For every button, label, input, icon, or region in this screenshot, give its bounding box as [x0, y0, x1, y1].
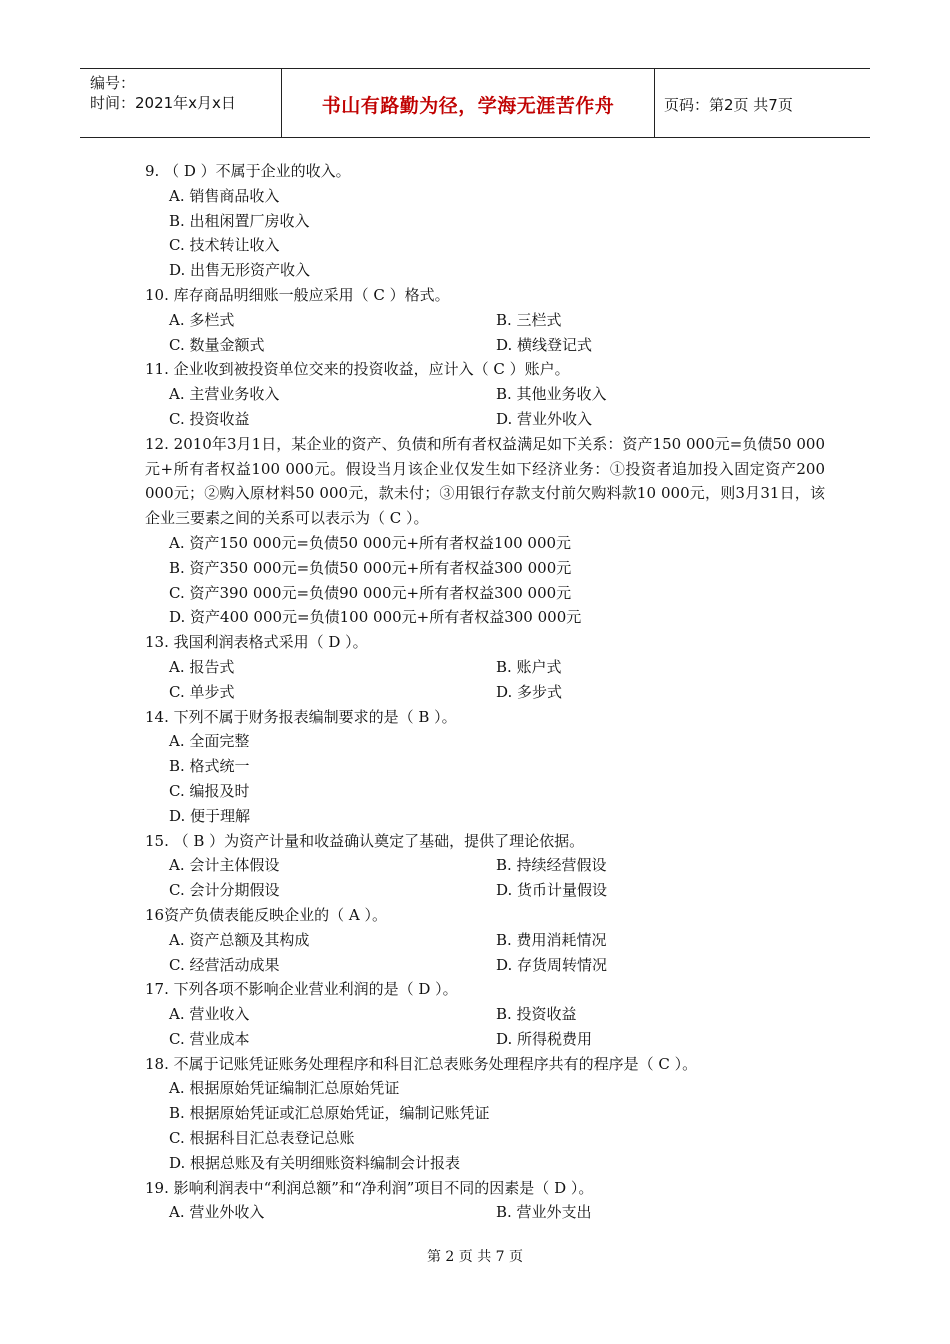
option-row	[145, 853, 825, 878]
header-divider	[654, 69, 655, 137]
question-item	[145, 283, 825, 357]
question-item	[145, 630, 825, 704]
question-item	[145, 357, 825, 431]
page-header	[80, 68, 870, 138]
option-item: B. 根据原始凭证或汇总原始凭证，编制记账凭证	[169, 1104, 490, 1123]
question-stem: 15. （ B ）为资产计量和收益确认奠定了基础，提供了理论依据。	[145, 831, 585, 850]
question-item	[145, 432, 825, 630]
option-item: A. 营业外收入	[169, 1203, 265, 1222]
header-date: 时间：2021年x月x日	[90, 94, 236, 112]
question-item	[145, 903, 825, 977]
option-item: A. 资产150 000元=负债50 000元+所有者权益100 000元	[169, 533, 572, 552]
option-item: D. 营业外收入	[496, 409, 593, 428]
option-item: D. 根据总账及有关明细账资料编制会计报表	[169, 1153, 461, 1172]
question-list	[145, 159, 825, 1225]
option-row	[145, 1200, 825, 1225]
option-item: C. 营业成本	[169, 1029, 250, 1048]
option-row	[145, 680, 825, 705]
option-item: D. 货币计量假设	[496, 881, 608, 900]
option-item: B. 其他业务收入	[496, 385, 607, 404]
question-item	[145, 705, 825, 829]
question-item	[145, 977, 825, 1051]
option-item: A. 全面完整	[169, 732, 250, 751]
question-stem: 17. 下列各项不影响企业营业利润的是（ D ）。	[145, 980, 458, 999]
question-stem: 13. 我国利润表格式采用（ D ）。	[145, 633, 368, 652]
option-item: C. 编报及时	[169, 781, 250, 800]
option-item: A. 主营业务收入	[169, 385, 280, 404]
question-stem: 16资产负债表能反映企业的（ A ）。	[145, 905, 387, 924]
option-item: D. 所得税费用	[496, 1029, 593, 1048]
option-item: B. 资产350 000元=负债50 000元+所有者权益300 000元	[169, 558, 572, 577]
option-item: C. 根据科目汇总表登记总账	[169, 1129, 355, 1148]
option-item: B. 投资收益	[496, 1005, 577, 1024]
question-stem: 19. 影响利润表中“利润总额”和“净利润”项目不同的因素是（ D ）。	[145, 1178, 594, 1197]
option-row	[145, 928, 825, 953]
question-stem: 9. （ D ）不属于企业的收入。	[145, 162, 351, 180]
option-row	[145, 878, 825, 903]
option-item: C. 数量金额式	[169, 335, 265, 354]
page-footer: 第 2 页 共 7 页	[426, 1249, 524, 1265]
option-item: A. 报告式	[169, 657, 235, 676]
header-meta	[90, 73, 236, 113]
option-row	[145, 655, 825, 680]
option-item: D. 存货周转情况	[496, 955, 608, 974]
question-stem: 10. 库存商品明细账一般应采用（ C ）格式。	[145, 285, 450, 304]
option-item: C. 技术转让收入	[169, 236, 280, 255]
option-item: C. 投资收益	[169, 409, 250, 428]
option-item: B. 三栏式	[496, 310, 562, 329]
option-item: A. 会计主体假设	[169, 856, 280, 875]
option-row	[145, 953, 825, 978]
option-item: A. 资产总额及其构成	[169, 930, 310, 949]
question-stem: 11. 企业收到被投资单位交来的投资收益，应计入（ C ）账户。	[145, 360, 570, 379]
option-row	[145, 407, 825, 432]
option-item: C. 单步式	[169, 682, 235, 701]
option-item: B. 持续经营假设	[496, 856, 607, 875]
question-stem: 14. 下列不属于财务报表编制要求的是（ B ）。	[145, 707, 457, 726]
option-row	[145, 333, 825, 358]
option-item: A. 营业收入	[169, 1005, 250, 1024]
option-row	[145, 1027, 825, 1052]
question-item	[145, 1176, 825, 1226]
option-item: D. 多步式	[496, 682, 563, 701]
question-item	[145, 829, 825, 903]
option-item: D. 横线登记式	[496, 335, 593, 354]
option-item: C. 资产390 000元=负债90 000元+所有者权益300 000元	[169, 583, 572, 602]
option-item: D. 资产400 000元=负债100 000元+所有者权益300 000元	[169, 608, 582, 627]
option-item: A. 根据原始凭证编制汇总原始凭证	[169, 1079, 400, 1098]
option-item: B. 账户式	[496, 657, 562, 676]
option-item: B. 格式统一	[169, 757, 250, 776]
option-item: A. 销售商品收入	[169, 186, 280, 205]
header-motto: 书山有路勤为径，学海无涯苦作舟	[321, 95, 615, 117]
question-stem: 12. 2010年3月1日，某企业的资产、负债和所有者权益满足如下关系：资产150 000元=负债50 000元+所有者权益100 000元。假设当月该企业仅发生如下经济业务：①投资者追加投入固定资产200 000元；②购入原材料50 000元，款未付；③用银行存款支付前欠购料款10 000元，则3月31日，该企业三要素之间的关系可以表示为（ C ）。	[145, 434, 825, 528]
question-stem: 18. 不属于记账凭证账务处理程序和科目汇总表账务处理程序共有的程序是（ C ）。	[145, 1054, 698, 1073]
option-row	[145, 1002, 825, 1027]
header-page-code: 页码：第2页 共7页	[664, 96, 793, 114]
option-row	[145, 308, 825, 333]
question-item	[145, 159, 825, 283]
option-item: B. 营业外支出	[496, 1203, 592, 1222]
option-item: D. 出售无形资产收入	[169, 261, 311, 280]
option-item: A. 多栏式	[169, 310, 235, 329]
question-item	[145, 1052, 825, 1176]
option-item: B. 费用消耗情况	[496, 930, 607, 949]
option-row	[145, 382, 825, 407]
option-item: D. 便于理解	[169, 806, 251, 825]
option-item: C. 会计分期假设	[169, 881, 280, 900]
option-item: B. 出租闲置厂房收入	[169, 211, 310, 230]
option-item: C. 经营活动成果	[169, 955, 280, 974]
header-number: 编号：	[90, 74, 136, 92]
